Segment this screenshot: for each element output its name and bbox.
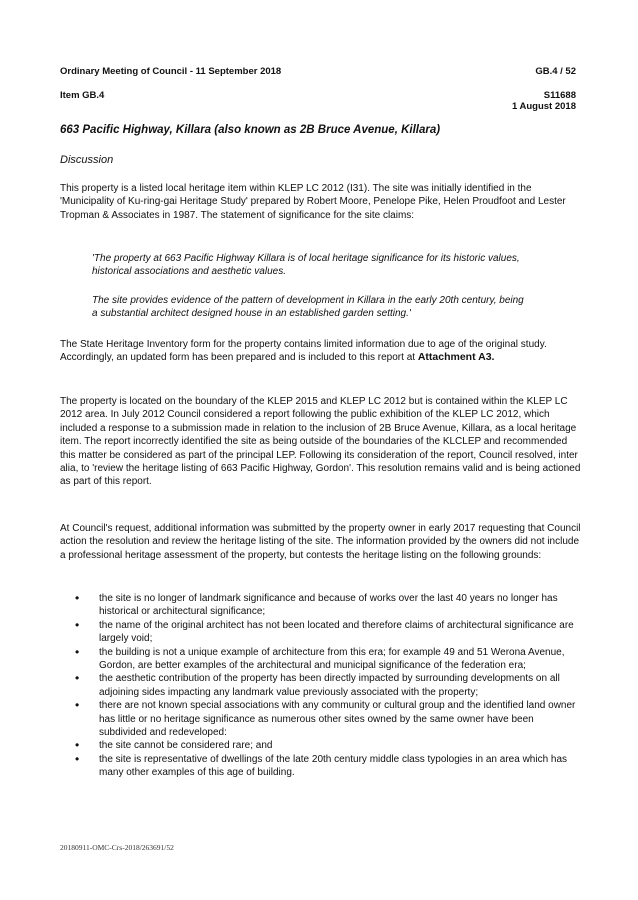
list-item: • the site is no longer of landmark significance and because of works over the last 40 years no longer has historical or architectural significance; — [75, 591, 558, 618]
meeting-title: Ordinary Meeting of Council - 11 September 2018 — [60, 66, 282, 77]
document-footer: 20180911-OMC-Crs-2018/263691/52 — [60, 843, 174, 852]
list-item: • the aesthetic contribution of the property has been directly impacted by surrounding developments on all adjoining sides impacting any landmark value previously associated with the property; — [75, 671, 560, 698]
list-item: • the name of the original architect has not been located and therefore claims of architectural significance are largely void; — [75, 617, 574, 645]
quote-significance-1: 'The property at 663 Pacific Highway Killara is of local heritage significance for its historic values, historical associations and aesthetic values. — [92, 253, 520, 278]
list-item: • the site is representative of dwellings of the late 20th century middle class typologies in an area which has many other examples of this age of building. — [75, 751, 568, 779]
bullet-icon: • — [75, 751, 80, 766]
quote-significance-2: The site provides evidence of the pattern of development in Killara in the early 20th century, being a substantial architect designed house in an established garden setting.' — [92, 295, 524, 320]
inventory-text: The State Heritage Inventory form for the property contains limited information due to age of the original study. Accordingly, an updated form has been prepared and is included to this report at — [60, 339, 547, 364]
bullet-icon: • — [75, 591, 80, 605]
list-item: • there are not known special associations with any community or cultural group and the identified land owner has little or no heritage significance as numerous other sites owned by the same owner have been subdivided and redeveloped: — [75, 698, 576, 739]
item-number: Item GB.4 — [60, 90, 105, 101]
bullet-icon: • — [75, 738, 80, 753]
paragraph-intro: This property is a listed local heritage item within KLEP LC 2012 (I31). The site was initially identified in the 'Municipality of Ku-ring-gai Heritage Study' prepared by Robert Moore, Penelope Pike, Helen Proudfoot and Lester Tropman & Associates in 1987. The statement of significance for the site claims: — [60, 183, 566, 221]
bullet-icon: • — [75, 644, 80, 659]
page-header — [60, 66, 576, 77]
section-heading: Discussion — [60, 154, 114, 166]
file-number: S11688 — [543, 90, 576, 101]
attachment-reference: Attachment A3. — [417, 351, 495, 364]
list-item: • the building is not a unique example of architecture from this era; for example 49 and 51 Werona Avenue, Gordon, are better examples of the architectural and municipal significance of the federation era; — [75, 644, 565, 672]
page-reference: GB.4 / 52 — [535, 66, 576, 77]
report-date: 1 August 2018 — [511, 101, 576, 112]
paragraph-request: At Council's request, additional information was submitted by the property owner in early 2017 requesting that Council action the resolution and review the heritage listing of the site. The information provided by the owners did not include a professional heritage assessment of the property, but contests the heritage listing on the following grounds: — [60, 523, 581, 561]
list-item: • the site cannot be considered rare; and — [75, 738, 273, 753]
bullet-icon: • — [75, 698, 80, 713]
item-header — [60, 90, 576, 112]
bullet-icon: • — [75, 671, 80, 686]
file-and-date — [512, 90, 576, 112]
grounds-list — [60, 592, 582, 780]
paragraph-inventory — [60, 338, 582, 365]
document-title: 663 Pacific Highway, Killara (also known as 2B Bruce Avenue, Killara) — [60, 124, 441, 136]
bullet-icon: • — [75, 617, 80, 632]
paragraph-boundary: The property is located on the boundary of the KLEP 2015 and KLEP LC 2012 but is contained within the KLEP LC 2012 area. In July 2012 Council considered a report following the public exhibition of the KLEP LC 2012, which included a response to a submission made in relation to the inclusion of 2B Bruce Avenue, Killara, as a local heritage item. The report incorrectly identified the site as being outside of the boundaries of the KLCLEP and recommended this matter be considered as part of the principal LEP. Following its consideration of the report, Council resolved, inter alia, to 'review the heritage listing of 663 Pacific Highway, Gordon'. This resolution remains valid and is being actioned as part of this report. — [60, 396, 581, 488]
